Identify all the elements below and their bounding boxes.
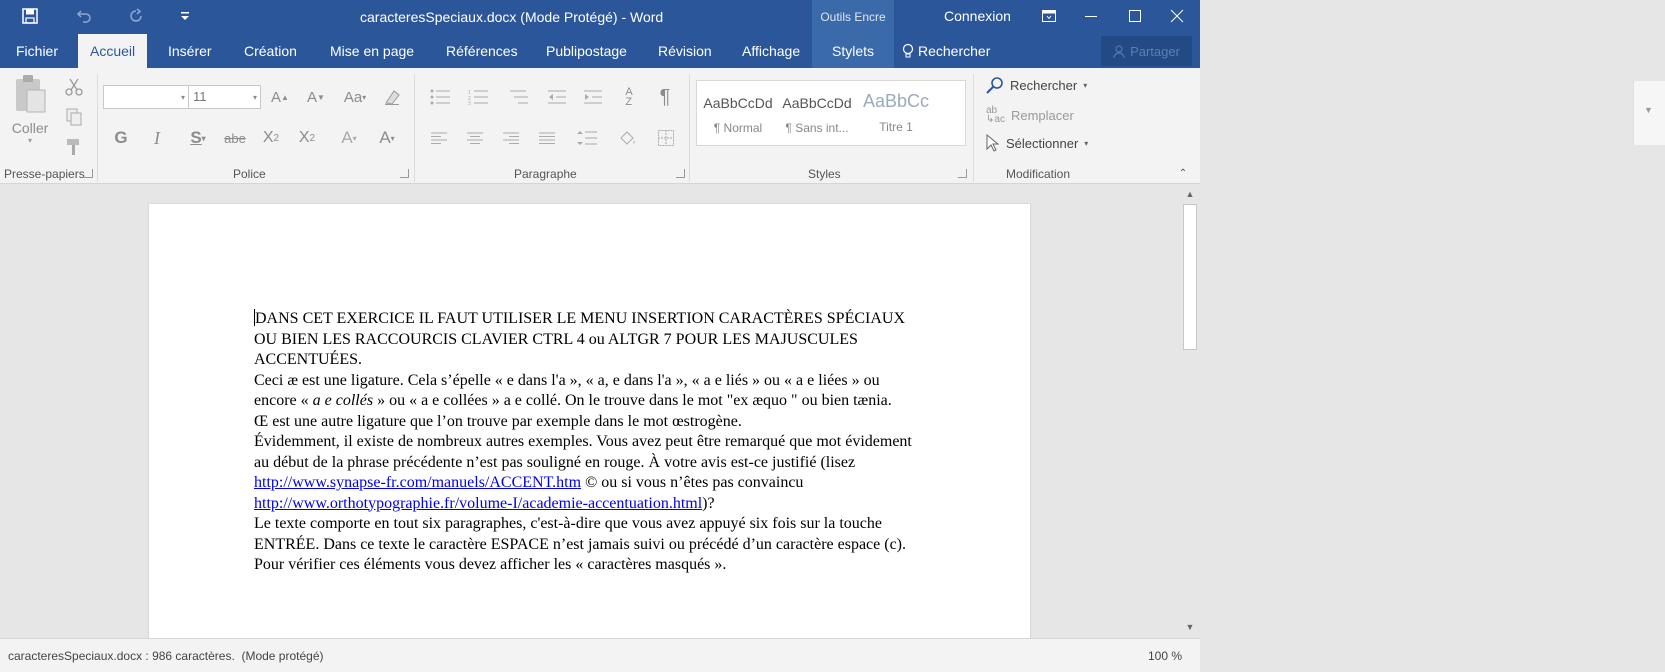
numbering-icon[interactable]	[462, 85, 496, 109]
underline-button[interactable]: S ▾	[190, 128, 206, 147]
brush-icon	[66, 138, 82, 156]
paste-button[interactable]	[8, 74, 52, 158]
styles-gallery-more[interactable]	[1633, 81, 1665, 145]
window-title: caracteresSpeciaux.docx (Mode Protégé) - Word	[360, 9, 664, 25]
group-separator	[414, 74, 415, 182]
align-center-icon[interactable]	[462, 126, 488, 150]
tab-publipostage[interactable]: Publipostage	[546, 43, 627, 59]
paragraph-4-text-b: © ou si vous n’êtes pas convaincu	[581, 474, 804, 491]
replace-button[interactable]	[986, 106, 1074, 124]
undo-icon[interactable]	[72, 5, 96, 27]
format-painter-button[interactable]	[62, 136, 86, 158]
style-name: ¶ Normal	[713, 121, 763, 135]
superscript-button[interactable]: X 2	[298, 129, 316, 146]
paragraph-1	[254, 309, 922, 371]
lightbulb-icon	[902, 43, 914, 59]
tab-inserer[interactable]: Insérer	[168, 43, 212, 59]
zoom-level[interactable]: 100 %	[1148, 649, 1183, 663]
replace-icon: ab ↳ac	[986, 105, 1005, 125]
paragraph-1-text: DANS CET EXERCICE IL FAUT UTILISER LE MENU INSERTION CARACTÈRES SPÉCIAUX OU BIEN LES RACCOURCIS CLAVIER CTRL 4 ou ALTGR 7 POUR LES MAJUSCULES ACCENTUÉES.	[254, 310, 906, 368]
clipboard-icon	[13, 74, 47, 114]
font-name-dropdown-icon[interactable]: ▾	[180, 92, 185, 102]
clear-formatting-icon[interactable]	[380, 85, 404, 109]
style-name: Titre 1	[879, 120, 913, 134]
font-size-dropdown-icon[interactable]: ▾	[252, 92, 257, 102]
clipboard-launcher-icon[interactable]	[84, 169, 93, 178]
paragraph-launcher-icon[interactable]	[676, 169, 685, 178]
scroll-up-icon[interactable]: ▲	[1185, 189, 1195, 199]
copy-icon	[66, 108, 82, 126]
tab-stylets[interactable]: Stylets	[812, 34, 894, 68]
document-body[interactable]	[254, 309, 922, 576]
style-name: ¶ Sans int...	[785, 121, 849, 135]
tab-revision[interactable]: Révision	[658, 43, 712, 59]
italic-button[interactable]: I	[154, 127, 160, 148]
tab-mise-en-page[interactable]: Mise en page	[330, 43, 415, 59]
status-bar	[0, 638, 1200, 672]
group-separator	[689, 74, 690, 182]
clipboard-group-label: Presse-papiers	[4, 167, 85, 181]
cursor-arrow-icon	[986, 134, 1000, 152]
grow-font-icon[interactable]: A ▲	[271, 88, 289, 106]
style-sample: AaBbCcDd	[782, 95, 852, 111]
tab-fichier[interactable]: Fichier	[16, 43, 59, 59]
paragraph-2-text-b: » ou « a e collées » a e collé. On le trouve dans le mot "ex æquo " ou bien tænia.	[373, 392, 892, 409]
font-launcher-icon[interactable]	[400, 169, 409, 178]
ribbon-display-icon[interactable]	[1028, 0, 1070, 32]
customize-icon[interactable]	[173, 5, 197, 27]
borders-icon[interactable]	[650, 126, 682, 150]
link-orthotypographie[interactable]: http://www.orthotypographie.fr/volume-I/academie-accentuation.html	[254, 494, 703, 512]
status-info: caracteresSpeciaux.docx : 986 caractères. (Mode protégé)	[8, 649, 324, 663]
font-size-input[interactable]: 11	[188, 85, 261, 109]
maximize-icon[interactable]	[1114, 0, 1156, 32]
paste-label: Coller	[11, 120, 49, 136]
style-no-spacing[interactable]	[780, 85, 854, 141]
group-separator	[973, 74, 974, 182]
ribbon-tabs	[0, 34, 1200, 68]
shading-icon[interactable]	[612, 126, 644, 150]
share-button[interactable]	[1101, 36, 1192, 66]
copy-button[interactable]	[62, 106, 86, 128]
subscript-button[interactable]: X 2	[262, 129, 280, 146]
tab-affichage[interactable]: Affichage	[742, 43, 801, 59]
vertical-scrollbar[interactable]	[1180, 184, 1200, 638]
collapse-ribbon-icon[interactable]: ⌃	[1178, 167, 1188, 179]
editing-group-label: Modification	[1006, 167, 1071, 181]
person-icon	[1113, 45, 1125, 58]
replace-label: Remplacer	[1010, 107, 1074, 123]
sort-icon[interactable]: A Z	[625, 86, 633, 108]
paragraph-5: Le texte comporte en tout six paragraphes, c'est-à-dire que vous avez appuyé six fois sur la touche ENTRÉE. Dans ce texte le caractère ESPACE n’est jamais suivi ou précédé d’un caractère espace (c).	[254, 515, 907, 553]
increase-indent-icon[interactable]	[580, 85, 606, 109]
cut-button[interactable]	[62, 76, 86, 98]
find-label: Rechercher	[1010, 77, 1078, 93]
style-sample: AaBbCcDd	[703, 95, 773, 111]
ink-tools-label: Outils Encre	[812, 0, 894, 34]
line-spacing-icon[interactable]	[570, 126, 604, 150]
select-label: Sélectionner	[1006, 135, 1079, 151]
style-heading-1[interactable]	[859, 85, 933, 141]
paragraph-4	[254, 432, 922, 514]
decrease-indent-icon[interactable]	[544, 85, 570, 109]
scroll-down-icon[interactable]: ▼	[1185, 622, 1195, 632]
select-button[interactable]	[986, 134, 1088, 152]
justify-icon[interactable]	[534, 126, 560, 150]
tab-references[interactable]: Références	[446, 43, 518, 59]
tab-creation[interactable]: Création	[244, 43, 297, 59]
search-icon	[986, 76, 1004, 94]
share-label: Partager	[1130, 43, 1180, 59]
ribbon	[0, 68, 1653, 184]
tell-me-label: Rechercher	[918, 43, 991, 59]
document-area	[0, 184, 1180, 638]
tab-accueil[interactable]: Accueil	[78, 34, 147, 68]
paragraph-2-text-a: Ceci æ est une ligature. Cela s’épelle « e dans l'a », « a, e dans l'a », « a e liés » ou « a e liées » ou encore «	[254, 371, 880, 409]
style-sample: AaBbCc	[862, 91, 930, 111]
change-case-icon[interactable]: Aa ▾	[343, 88, 367, 106]
paragraph-3: Œ est une autre ligature que l’on trouve par exemple dans le mot œstrogène.	[254, 412, 742, 430]
scissors-icon	[65, 78, 83, 96]
font-group-label: Police	[233, 167, 266, 181]
group-separator	[97, 74, 98, 182]
paragraph-2	[254, 371, 922, 412]
multilevel-list-icon[interactable]	[502, 85, 536, 109]
strikethrough-button[interactable]: abe	[224, 130, 246, 146]
pilcrow-icon[interactable]: ¶	[659, 85, 671, 108]
redo-icon[interactable]	[124, 5, 148, 27]
paragraph-4-text-a: Évidemment, il existe de nombreux autres exemples. Vous avez peut être remarqué que mot évidement au début de la phrase précédente n’est pas souligné en rouge. À votre avis est-ce justifié (lisez	[254, 433, 912, 471]
minimize-icon[interactable]	[1070, 0, 1112, 32]
paragraph-4-text-c: )?	[702, 494, 715, 512]
close-icon[interactable]	[1156, 0, 1198, 32]
chevron-down-icon: ▾	[1084, 138, 1089, 148]
scroll-thumb[interactable]	[1183, 204, 1197, 350]
font-name-input[interactable]	[103, 85, 189, 109]
link-synapse[interactable]: http://www.synapse-fr.com/manuels/ACCENT.htm	[254, 474, 582, 491]
document-page	[149, 204, 1030, 644]
paragraph-group-label: Paragraphe	[514, 167, 577, 181]
chevron-down-icon: ▾	[1083, 80, 1088, 90]
style-normal[interactable]	[701, 85, 775, 141]
svg-text:3: 3	[468, 101, 471, 107]
save-icon[interactable]	[18, 5, 42, 27]
chevron-down-icon: ▼	[1644, 105, 1653, 115]
styles-launcher-icon[interactable]	[958, 169, 967, 178]
svg-text:1: 1	[468, 90, 471, 96]
paragraph-2-italic: a e collés	[312, 392, 374, 409]
align-right-icon[interactable]	[498, 126, 524, 150]
bullets-icon[interactable]	[424, 85, 458, 109]
styles-group-label: Styles	[808, 167, 841, 181]
tell-me-search[interactable]	[902, 43, 990, 59]
svg-text:2: 2	[468, 96, 471, 102]
signin-link[interactable]: Connexion	[944, 8, 1011, 24]
bold-button[interactable]: G	[114, 128, 128, 147]
shrink-font-icon[interactable]: A ▼	[307, 88, 325, 106]
find-button[interactable]	[986, 76, 1087, 94]
paragraph-6: Pour vérifier ces éléments vous devez afficher les « caractères masqués ».	[254, 556, 727, 573]
font-color-icon[interactable]: A ▾	[379, 128, 395, 147]
chevron-down-icon: ▾	[27, 136, 32, 145]
align-left-icon[interactable]	[426, 126, 452, 150]
text-effects-icon[interactable]: A ▾	[341, 128, 357, 147]
title-bar	[0, 0, 1200, 34]
